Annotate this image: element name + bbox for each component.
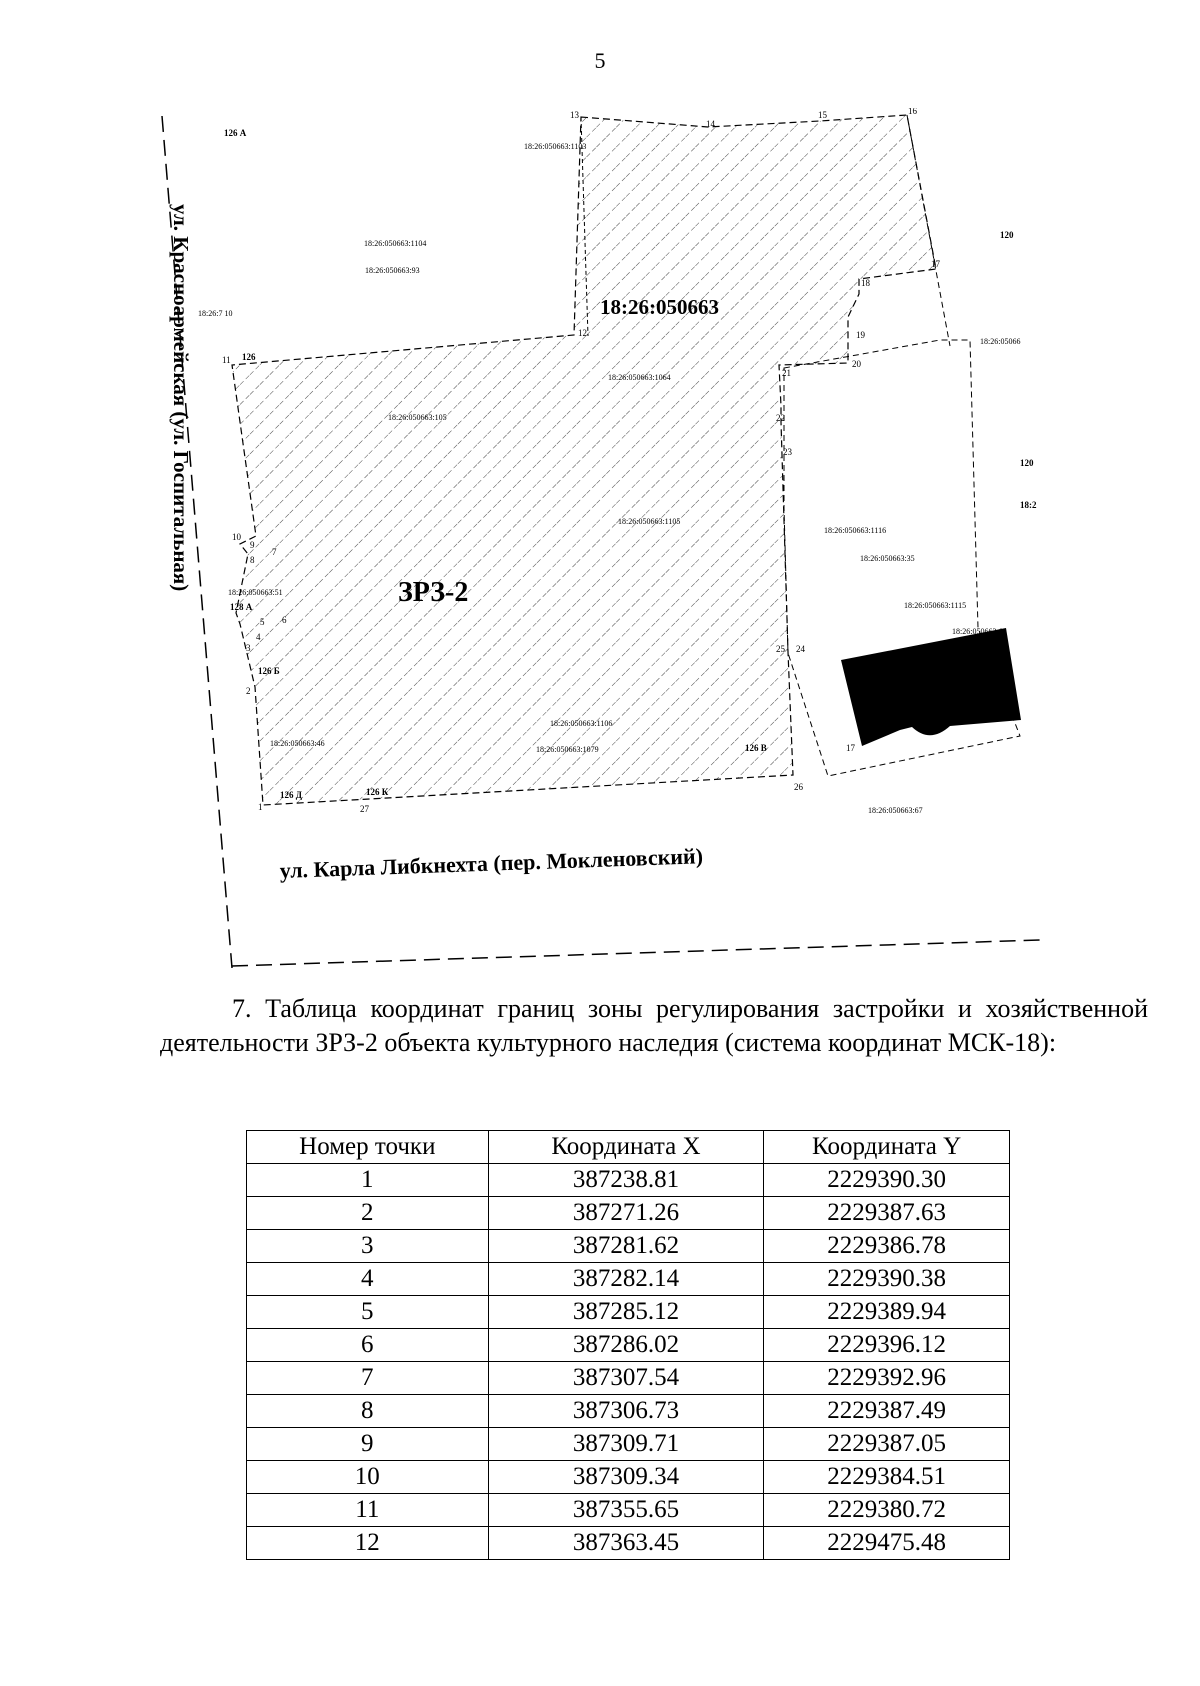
house-number: 126 К (366, 787, 389, 797)
point-label: 5 (260, 617, 265, 627)
table-row (247, 1461, 1010, 1494)
parcel-label: 18:26:050663:35 (860, 554, 915, 563)
parcel-label: 18:26:050663:67 (868, 806, 923, 815)
section-text: Таблица координат границ зоны регулирования застройки и хозяйственной деятельности ЗРЗ-2 объекта культурного наследия (система координат МСК-18): (160, 994, 1149, 1057)
point-label: 17 (846, 743, 855, 753)
coordinate-y: 2229390.38 (764, 1263, 1010, 1296)
parcel-label: 18:26:050663:1115 (904, 601, 967, 610)
parcel-label: 18:26:050663:62 (952, 627, 1007, 636)
point-label: 19 (856, 330, 865, 340)
coordinate-x: 387307.54 (488, 1362, 764, 1395)
coordinate-y: 2229475.48 (764, 1527, 1010, 1560)
point-label: 17 (931, 259, 940, 269)
house-number: 126 В (745, 743, 767, 753)
table-row (247, 1527, 1010, 1560)
coordinate-y: 2229386.78 (764, 1230, 1010, 1263)
point-label: 6 (282, 615, 287, 625)
coordinate-y: 2229387.05 (764, 1428, 1010, 1461)
point-label: 27 (360, 804, 369, 814)
coordinate-x: 387363.45 (488, 1527, 764, 1560)
parcel-label: 18:26:050663:1079 (536, 745, 599, 754)
column-header-x: Координата X (488, 1131, 764, 1164)
parcel-label: 18:26:05066 (980, 337, 1021, 346)
point-label: 8 (250, 555, 255, 565)
point-label: 21 (782, 368, 791, 378)
table-row (247, 1395, 1010, 1428)
point-label: 7 (272, 547, 277, 557)
coordinate-y: 2229384.51 (764, 1461, 1010, 1494)
point-number: 9 (247, 1428, 489, 1461)
point-number: 2 (247, 1197, 489, 1230)
site-plan-map (160, 108, 1140, 968)
point-number: 5 (247, 1296, 489, 1329)
coordinate-x: 387282.14 (488, 1263, 764, 1296)
house-number: 120 (1020, 458, 1034, 468)
point-label: 26 (794, 782, 803, 792)
point-number: 1 (247, 1164, 489, 1197)
coordinate-x: 387285.12 (488, 1296, 764, 1329)
table-row (247, 1296, 1010, 1329)
point-label: 11 (222, 355, 231, 365)
house-number: 126 А (224, 128, 247, 138)
point-number: 8 (247, 1395, 489, 1428)
coordinate-x: 387238.81 (488, 1164, 764, 1197)
site-plan-drawing (160, 108, 1140, 968)
coordinate-x: 387271.26 (488, 1197, 764, 1230)
coordinate-y: 2229389.94 (764, 1296, 1010, 1329)
coordinate-y: 2229387.63 (764, 1197, 1010, 1230)
coordinate-y: 2229392.96 (764, 1362, 1010, 1395)
house-number: 120 (1000, 230, 1014, 240)
point-label: 13 (570, 110, 579, 120)
table-row (247, 1428, 1010, 1461)
column-header-point: Номер точки (247, 1131, 489, 1164)
table-row (247, 1263, 1010, 1296)
street-boundary-bottom (232, 940, 1040, 966)
parcel-label: 18:26:050663:1106 (550, 719, 613, 728)
table-row (247, 1494, 1010, 1527)
point-label: 16 (908, 108, 917, 116)
table-row (247, 1362, 1010, 1395)
coordinate-y: 2229396.12 (764, 1329, 1010, 1362)
page-number: 5 (594, 48, 606, 73)
point-number: 6 (247, 1329, 489, 1362)
point-label: 12 (578, 328, 587, 338)
table-row (247, 1230, 1010, 1263)
parcel-label: 18:26:050663:1064 (608, 373, 671, 382)
point-number: 11 (247, 1494, 489, 1527)
table-row (247, 1197, 1010, 1230)
table-row (247, 1164, 1010, 1197)
parcel-label: 18:26:050663:1116 (824, 526, 887, 535)
point-number: 3 (247, 1230, 489, 1263)
coordinate-x: 387281.62 (488, 1230, 764, 1263)
point-label: 9 (250, 540, 255, 550)
point-label: 25 (776, 644, 785, 654)
point-label: 4 (256, 632, 261, 642)
point-label: 15 (818, 110, 827, 120)
building-footprint (841, 628, 1021, 746)
point-label: 24 (796, 644, 805, 654)
coordinate-y: 2229390.30 (764, 1164, 1010, 1197)
point-label: 14 (706, 119, 715, 129)
point-label: 18 (861, 278, 870, 288)
parcel-label: 18:26:050663:51 (228, 588, 283, 597)
house-number: 18:2 (1020, 500, 1037, 510)
point-label: 23 (783, 447, 792, 457)
parcel-label: 18:26:050663:93 (365, 266, 420, 275)
point-label: 22 (776, 413, 785, 423)
coordinate-x: 387306.73 (488, 1395, 764, 1428)
column-header-y: Координата Y (764, 1131, 1010, 1164)
coordinate-x: 387309.71 (488, 1428, 764, 1461)
point-label: 2 (246, 686, 251, 696)
house-number: 128 А (230, 602, 253, 612)
point-number: 10 (247, 1461, 489, 1494)
table-row (247, 1329, 1010, 1362)
coordinate-y: 2229387.49 (764, 1395, 1010, 1428)
point-label: 3 (246, 643, 251, 653)
house-number: 126 (242, 352, 256, 362)
point-number: 7 (247, 1362, 489, 1395)
section-number: 7. (232, 994, 252, 1023)
coordinates-table (246, 1130, 1010, 1560)
point-label: 1 (258, 802, 263, 812)
street-label-left: ул. Красноармейская (ул. Госпитальная) (169, 204, 193, 592)
parcel-label: 18:26:050663:46 (270, 739, 325, 748)
parcel-label: 18:26:7 10 (198, 309, 233, 318)
street-label-bottom: ул. Карла Либкнехта (пер. Мокленовский) (279, 843, 704, 883)
coordinate-y: 2229380.72 (764, 1494, 1010, 1527)
point-label: 20 (852, 359, 861, 369)
point-label: 10 (232, 532, 241, 542)
coordinate-x: 387286.02 (488, 1329, 764, 1362)
block-label: 18:26:050663 (600, 295, 719, 319)
parcel-label: 18:26:050663:1105 (618, 517, 681, 526)
coordinate-x: 387355.65 (488, 1494, 764, 1527)
table-header-row (247, 1131, 1010, 1164)
parcel-label: 18:26:050663:105 (388, 413, 447, 422)
section-paragraph (160, 992, 1148, 1060)
zone-label: ЗРЗ-2 (398, 577, 469, 608)
parcel-label: 18:26:050663:1104 (364, 239, 427, 248)
house-number: 126 Б (258, 666, 280, 676)
point-number: 12 (247, 1527, 489, 1560)
coordinate-x: 387309.34 (488, 1461, 764, 1494)
house-number: 126 Д (280, 790, 302, 800)
parcel-label: 18:26:050663:1103 (524, 142, 587, 151)
point-number: 4 (247, 1263, 489, 1296)
